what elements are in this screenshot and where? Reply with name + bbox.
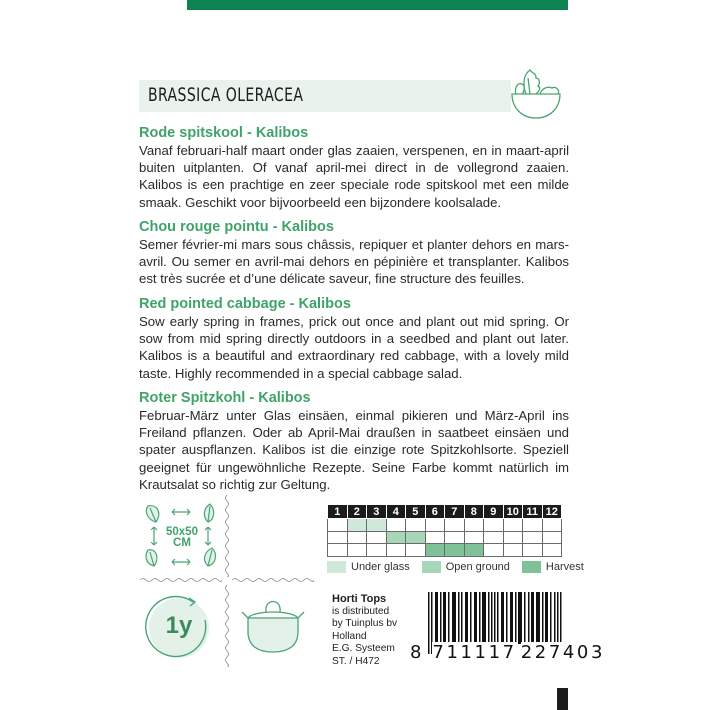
print-mark <box>557 688 568 710</box>
legend-label: Open ground <box>445 561 510 573</box>
cooking-pot-icon <box>238 594 308 656</box>
distributor-info <box>332 593 397 669</box>
month-2: 2 <box>347 505 367 519</box>
row-under-glass <box>328 519 562 532</box>
spacing-value: 50x50 <box>166 526 198 538</box>
section-german <box>139 390 569 493</box>
legend-label: Under glass <box>351 561 410 573</box>
distributor-line: ST. / H472 <box>332 655 380 667</box>
top-green-bar <box>187 0 568 10</box>
month-7: 7 <box>445 505 465 519</box>
section-dutch <box>139 125 569 211</box>
horizontal-divider <box>232 577 314 583</box>
distributor-name: Horti Tops <box>332 593 387 605</box>
section-body: Februar-März unter Glas einsäen, einmal pikieren und März-April ins Freiland pflanzen. Oder ab April-Mai draußen in saatbeet einsäen und spater auspflanzen. Kalibos ist die einzige rote Spitzkohlsorte. Speziell geeignet für ungewöhnliche Rezepte. Seine Farbe kommt natürlich im Krautsalat so richtig zur Geltung. <box>139 408 569 492</box>
section-english <box>139 296 569 382</box>
month-4: 4 <box>386 505 406 519</box>
latin-name: BRASSICA OLERACEA <box>148 84 304 106</box>
lifecycle-label: 1y <box>165 612 193 639</box>
row-harvest <box>328 544 562 557</box>
legend-label: Harvest <box>545 561 584 573</box>
row-open-ground <box>328 531 562 544</box>
legend-open-ground <box>422 561 510 573</box>
sowing-calendar <box>327 504 562 557</box>
swatch-under-glass <box>327 561 346 573</box>
month-8: 8 <box>464 505 484 519</box>
month-10: 10 <box>503 505 523 519</box>
annual-cycle-icon <box>145 592 215 662</box>
distributor-line: is distributed <box>332 605 390 617</box>
section-body: Semer février-mi mars sous châssis, repiquer et planter dehors en mars-avril. Ou semer en avril-mai dehors en pépinière et transplanter. Kalibos est très sucrée et d’une délicate saveur, fine structure des feuilles. <box>139 237 569 287</box>
legend-harvest <box>522 561 584 573</box>
month-5: 5 <box>406 505 426 519</box>
month-6: 6 <box>425 505 445 519</box>
vertical-divider <box>224 585 230 667</box>
section-title: Chou rouge pointu - Kalibos <box>139 219 334 235</box>
distributor-line: by Tuinplus bv <box>332 618 398 630</box>
plant-spacing-icon <box>142 500 222 572</box>
ean-first-digit: 8 <box>410 642 425 663</box>
ean-left-group: 711117 <box>432 642 517 663</box>
ean-right-group: 227403 <box>520 642 606 663</box>
salad-bowl-icon <box>508 68 564 120</box>
ean-number <box>410 642 605 663</box>
horizontal-divider <box>140 577 222 583</box>
distributor-line: E.G. Systeem <box>332 643 395 655</box>
spacing-unit: CM <box>173 537 191 549</box>
calendar-header-row <box>328 505 562 519</box>
distributor-line: Holland <box>332 630 367 642</box>
legend-under-glass <box>327 561 410 573</box>
swatch-open-ground <box>422 561 441 573</box>
month-3: 3 <box>367 505 387 519</box>
vertical-divider <box>224 495 230 577</box>
section-title: Red pointed cabbage - Kalibos <box>139 296 351 312</box>
section-french <box>139 219 569 288</box>
section-title: Roter Spitzkohl - Kalibos <box>139 390 311 406</box>
month-9: 9 <box>484 505 504 519</box>
swatch-harvest <box>522 561 541 573</box>
section-body: Sow early spring in frames, prick out once and plant out mid spring. Or sow from mid spring directly outdoors in a seedbed and plant out later. Kalibos is a beautiful and extraordinary red cabbage, with a lovely mild taste. Highly recommended in a special cabbage salad. <box>139 314 569 381</box>
month-12: 12 <box>542 505 562 519</box>
month-1: 1 <box>328 505 348 519</box>
month-11: 11 <box>523 505 543 519</box>
calendar-legend <box>327 561 596 573</box>
section-body: Vanaf februari-half maart onder glas zaaien, verspenen, en in maart-april buiten uitplanten. Of vanaf april-mei direct in de vollegrond zaaien. Kalibos is een prachtige en zeer speciale rode spitskool met een milde smaak. Geschikt voor bijvoorbeeld een bijzondere koolsalade. <box>139 143 569 210</box>
section-title: Rode spitskool - Kalibos <box>139 125 309 141</box>
